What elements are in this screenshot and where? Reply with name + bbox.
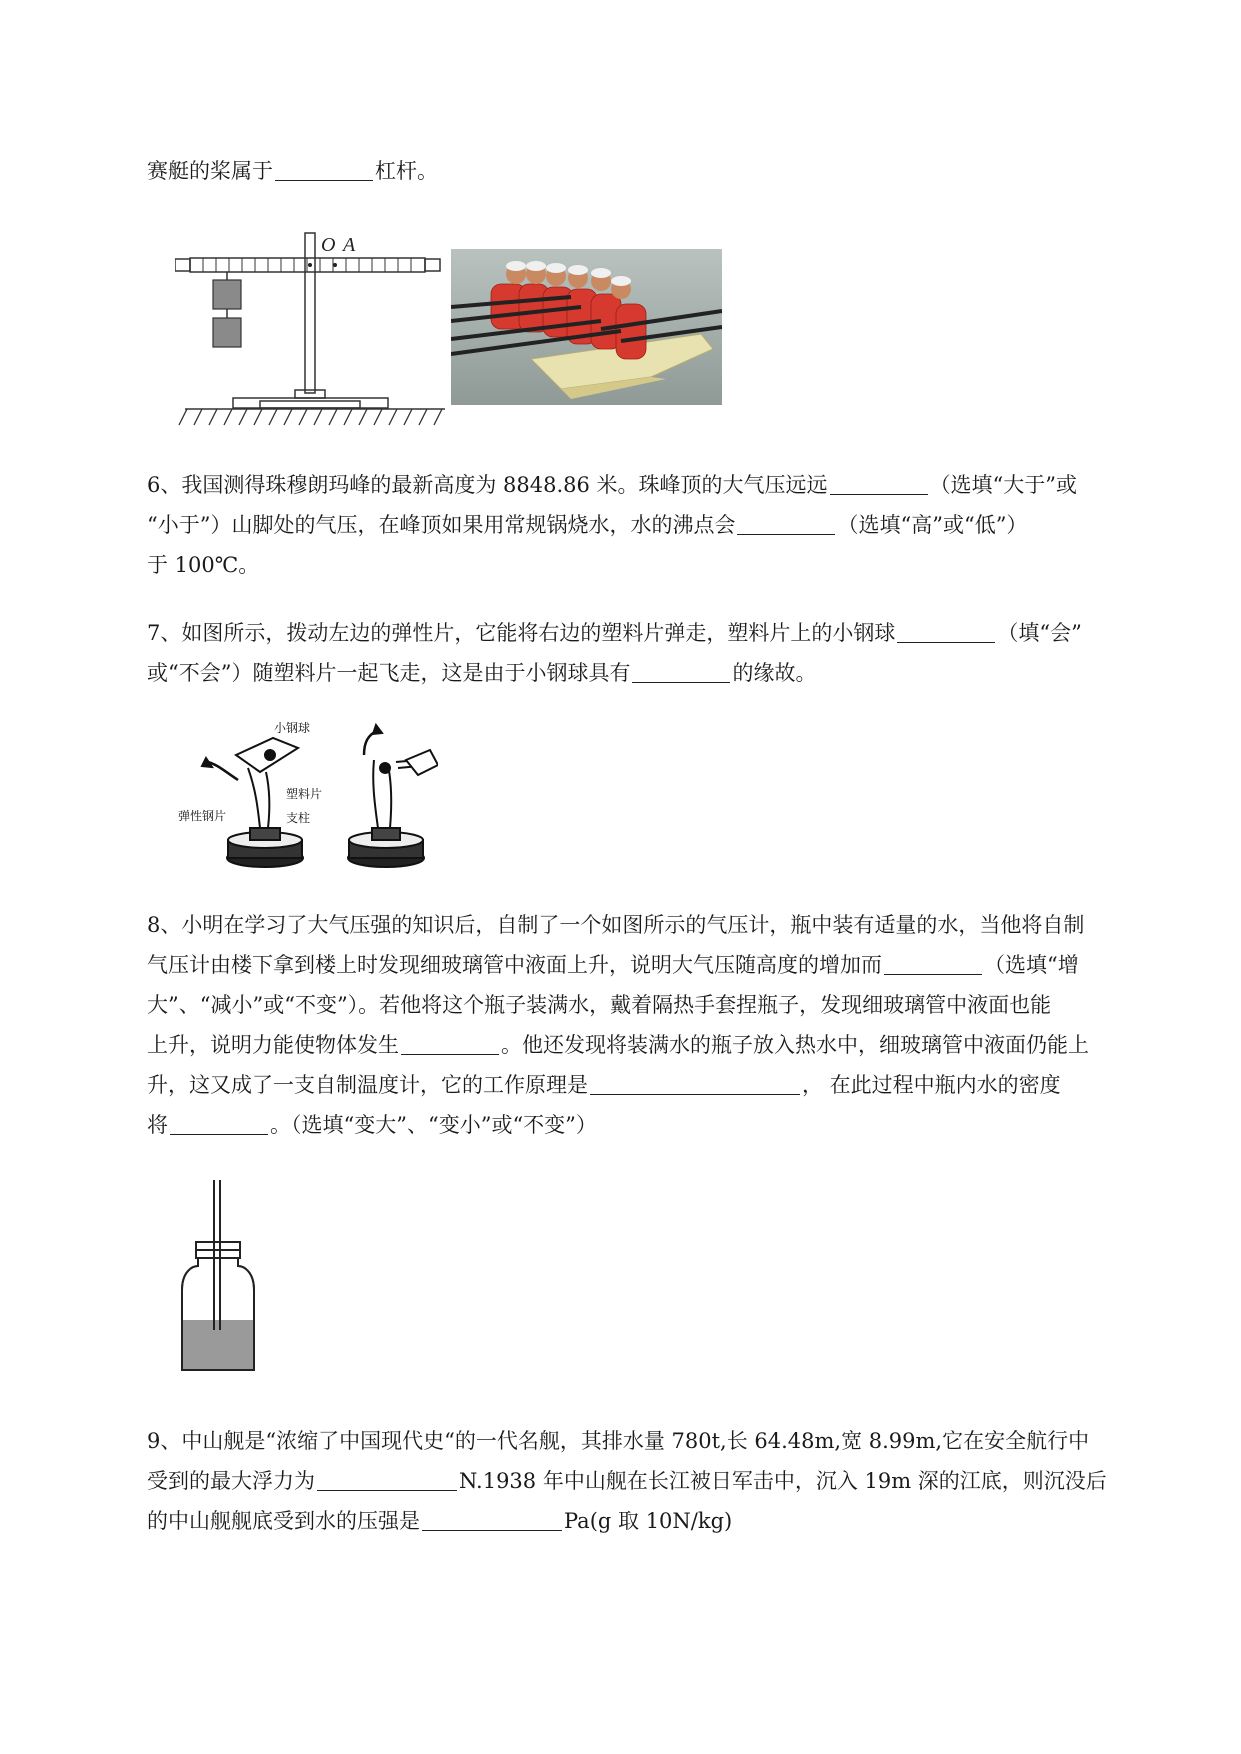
steel-ball-figure — [178, 720, 438, 875]
label-post: 支柱 — [286, 811, 311, 825]
bottle-barometer-figure — [178, 1180, 258, 1380]
answer-blank[interactable] — [737, 514, 835, 535]
answer-blank[interactable] — [275, 160, 373, 181]
answer-blank[interactable] — [897, 622, 995, 643]
rowing-photo — [451, 249, 722, 405]
answer-blank[interactable] — [884, 954, 982, 975]
q8-line-1: 8、小明在学习了大气压强的知识后，自制了一个如图所示的气压计，瓶中装有适量的水，当他将自制 — [147, 913, 1085, 937]
answer-blank[interactable] — [317, 1470, 457, 1491]
lever-label-o: O — [321, 234, 336, 256]
answer-blank[interactable] — [422, 1510, 562, 1531]
q9-line-2: 受到的最大浮力为 N.1938 年中山舰在长江被日军击中，沉入 19m 深的江底，则沉没后 — [147, 1469, 1107, 1493]
q9-line-1: 9、中山舰是“浓缩了中国现代史“的一代名舰，其排水量 780t,长 64.48m,宽 8.99m,它在安全航行中 — [147, 1429, 1090, 1453]
q6-line-1: 6、我国测得珠穆朗玛峰的最新高度为 8848.86 米。珠峰顶的大气压远远 （选填“大于”或 — [147, 473, 1078, 497]
q9-line-3: 的中山舰舰底受到水的压强是 Pa(g 取 10N/kg) — [147, 1509, 733, 1533]
q8-line-5: 升，这又成了一支自制温度计，它的工作原理是 ， 在此过程中瓶内水的密度 — [147, 1073, 1061, 1097]
lever-figure — [175, 228, 455, 428]
answer-blank[interactable] — [830, 474, 928, 495]
q6-line-3: 于 100℃。 — [147, 553, 260, 577]
q8-line-6: 将 。（选填“变大”、“变小”或“不变”） — [147, 1113, 597, 1137]
answer-blank[interactable] — [401, 1034, 499, 1055]
label-spring-steel: 弹性钢片 — [178, 809, 227, 823]
q8-line-3: 大”、“减小”或“不变”）。若他将这个瓶子装满水，戴着隔热手套捏瓶子，发现细玻璃管中液面也能 — [147, 993, 1052, 1017]
q8-line-4: 上升，说明力能使物体发生 。他还发现将装满水的瓶子放入热水中，细玻璃管中液面仍能上 — [147, 1033, 1089, 1057]
answer-blank[interactable] — [632, 662, 730, 683]
answer-blank[interactable] — [590, 1074, 800, 1095]
q6-line-2: “小于”）山脚处的气压，在峰顶如果用常规锅烧水，水的沸点会 （选填“高”或“低”） — [147, 513, 1028, 537]
label-plastic-sheet: 塑料片 — [286, 787, 323, 801]
q7-line-1: 7、如图所示，拨动左边的弹性片，它能将右边的塑料片弹走，塑料片上的小钢球 （填“会” — [147, 621, 1082, 645]
q5-tail-line: 赛艇的桨属于 杠杆。 — [147, 159, 438, 183]
answer-blank[interactable] — [170, 1114, 268, 1135]
q8-line-2: 气压计由楼下拿到楼上时发现细玻璃管中液面上升，说明大气压随高度的增加而 （选填“增 — [147, 953, 1079, 977]
lever-label-a: A — [343, 234, 356, 256]
label-steel-ball: 小钢球 — [274, 721, 311, 735]
q7-line-2: 或“不会”）随塑料片一起飞走，这是由于小钢球具有 的缘故。 — [147, 661, 817, 685]
